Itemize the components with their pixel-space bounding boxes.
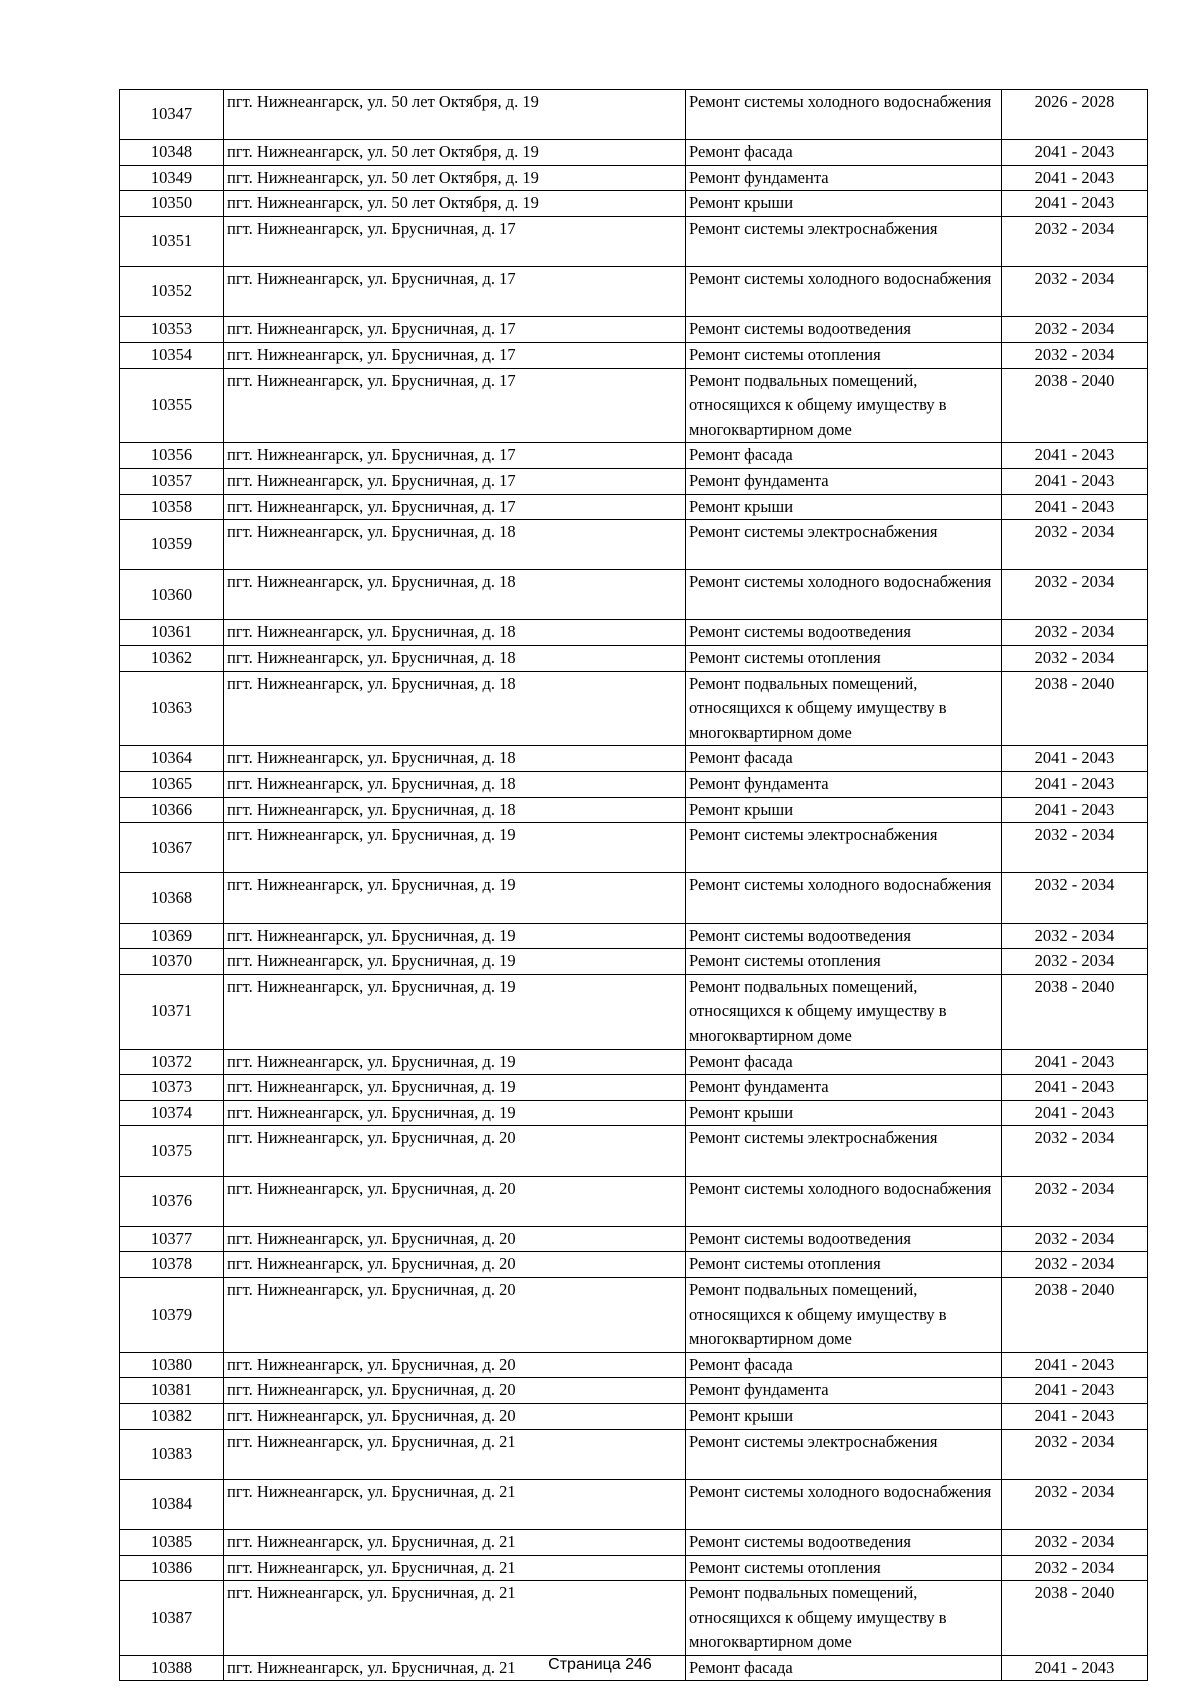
table-row — [120, 1403, 1148, 1429]
period-cell: 2038 - 2040 — [1002, 368, 1148, 443]
table-row — [120, 1049, 1148, 1075]
period-cell: 2032 - 2034 — [1002, 1126, 1148, 1176]
period-cell: 2041 - 2043 — [1002, 1403, 1148, 1429]
address-cell: пгт. Нижнеангарск, ул. Брусничная, д. 17 — [224, 443, 686, 469]
address-cell: пгт. Нижнеангарск, ул. Брусничная, д. 20 — [224, 1403, 686, 1429]
address-cell: пгт. Нижнеангарск, ул. Брусничная, д. 19 — [224, 823, 686, 873]
work-type-cell: Ремонт фундамента — [686, 772, 1002, 798]
table-row — [120, 216, 1148, 266]
row-number-cell: 10387 — [120, 1581, 224, 1656]
address-cell: пгт. Нижнеангарск, ул. Брусничная, д. 20 — [224, 1176, 686, 1226]
address-cell: пгт. Нижнеангарск, ул. Брусничная, д. 20 — [224, 1378, 686, 1404]
work-type-cell: Ремонт фундамента — [686, 1378, 1002, 1404]
work-type-cell: Ремонт фасада — [686, 1352, 1002, 1378]
period-cell: 2032 - 2034 — [1002, 1176, 1148, 1226]
period-cell: 2041 - 2043 — [1002, 140, 1148, 166]
address-cell: пгт. Нижнеангарск, ул. Брусничная, д. 18 — [224, 797, 686, 823]
row-number-cell: 10372 — [120, 1049, 224, 1075]
table-row — [120, 1378, 1148, 1404]
row-number-cell: 10385 — [120, 1529, 224, 1555]
table-row — [120, 140, 1148, 166]
row-number-cell: 10356 — [120, 443, 224, 469]
work-type-cell: Ремонт фасада — [686, 443, 1002, 469]
table-row — [120, 1429, 1148, 1479]
period-cell: 2041 - 2043 — [1002, 165, 1148, 191]
table-row — [120, 1529, 1148, 1555]
period-cell: 2032 - 2034 — [1002, 216, 1148, 266]
row-number-cell: 10370 — [120, 949, 224, 975]
period-cell: 2032 - 2034 — [1002, 646, 1148, 672]
work-type-cell: Ремонт системы холодного водоснабжения — [686, 90, 1002, 140]
work-type-cell: Ремонт системы холодного водоснабжения — [686, 570, 1002, 620]
work-type-cell: Ремонт системы отопления — [686, 949, 1002, 975]
table-row — [120, 1277, 1148, 1352]
period-cell: 2032 - 2034 — [1002, 949, 1148, 975]
table-row — [120, 1555, 1148, 1581]
row-number-cell: 10377 — [120, 1226, 224, 1252]
row-number-cell: 10376 — [120, 1176, 224, 1226]
table-row — [120, 1252, 1148, 1278]
period-cell: 2041 - 2043 — [1002, 1049, 1148, 1075]
row-number-cell: 10348 — [120, 140, 224, 166]
address-cell: пгт. Нижнеангарск, ул. Брусничная, д. 21 — [224, 1429, 686, 1479]
address-cell: пгт. Нижнеангарск, ул. Брусничная, д. 18 — [224, 746, 686, 772]
table-row — [120, 1075, 1148, 1101]
address-cell: пгт. Нижнеангарск, ул. Брусничная, д. 17 — [224, 494, 686, 520]
address-cell: пгт. Нижнеангарск, ул. Брусничная, д. 20 — [224, 1252, 686, 1278]
work-type-cell: Ремонт системы электроснабжения — [686, 520, 1002, 570]
table-row — [120, 1176, 1148, 1226]
period-cell: 2038 - 2040 — [1002, 974, 1148, 1049]
address-cell: пгт. Нижнеангарск, ул. Брусничная, д. 19 — [224, 949, 686, 975]
row-number-cell: 10349 — [120, 165, 224, 191]
table-row — [120, 342, 1148, 368]
address-cell: пгт. Нижнеангарск, ул. Брусничная, д. 21 — [224, 1655, 686, 1681]
page-number: Страница 246 — [548, 1656, 652, 1673]
table-row — [120, 1352, 1148, 1378]
period-cell: 2041 - 2043 — [1002, 468, 1148, 494]
table-row — [120, 671, 1148, 746]
address-cell: пгт. Нижнеангарск, ул. Брусничная, д. 20 — [224, 1277, 686, 1352]
row-number-cell: 10353 — [120, 317, 224, 343]
table-row — [120, 165, 1148, 191]
period-cell: 2032 - 2034 — [1002, 342, 1148, 368]
row-number-cell: 10358 — [120, 494, 224, 520]
period-cell: 2041 - 2043 — [1002, 1378, 1148, 1404]
period-cell: 2041 - 2043 — [1002, 746, 1148, 772]
work-type-cell: Ремонт системы электроснабжения — [686, 1126, 1002, 1176]
repair-schedule-table — [119, 89, 1148, 1681]
address-cell: пгт. Нижнеангарск, ул. Брусничная, д. 18 — [224, 570, 686, 620]
table-row — [120, 1100, 1148, 1126]
address-cell: пгт. Нижнеангарск, ул. Брусничная, д. 19 — [224, 1049, 686, 1075]
address-cell: пгт. Нижнеангарск, ул. Брусничная, д. 19 — [224, 1100, 686, 1126]
table-row — [120, 1226, 1148, 1252]
row-number-cell: 10350 — [120, 191, 224, 217]
row-number-cell: 10384 — [120, 1479, 224, 1529]
row-number-cell: 10374 — [120, 1100, 224, 1126]
period-cell: 2041 - 2043 — [1002, 1655, 1148, 1681]
address-cell: пгт. Нижнеангарск, ул. Брусничная, д. 19 — [224, 873, 686, 923]
work-type-cell: Ремонт системы электроснабжения — [686, 823, 1002, 873]
period-cell: 2038 - 2040 — [1002, 1581, 1148, 1656]
address-cell: пгт. Нижнеангарск, ул. 50 лет Октября, д. 19 — [224, 90, 686, 140]
period-cell: 2032 - 2034 — [1002, 1529, 1148, 1555]
work-type-cell: Ремонт системы холодного водоснабжения — [686, 1176, 1002, 1226]
row-number-cell: 10355 — [120, 368, 224, 443]
period-cell: 2032 - 2034 — [1002, 823, 1148, 873]
row-number-cell: 10354 — [120, 342, 224, 368]
period-cell: 2041 - 2043 — [1002, 772, 1148, 798]
work-type-cell: Ремонт фасада — [686, 140, 1002, 166]
work-type-cell: Ремонт фундамента — [686, 468, 1002, 494]
row-number-cell: 10360 — [120, 570, 224, 620]
work-type-cell: Ремонт крыши — [686, 191, 1002, 217]
table-row — [120, 368, 1148, 443]
address-cell: пгт. Нижнеангарск, ул. Брусничная, д. 18 — [224, 620, 686, 646]
table-row — [120, 746, 1148, 772]
period-cell: 2032 - 2034 — [1002, 1226, 1148, 1252]
work-type-cell: Ремонт системы отопления — [686, 646, 1002, 672]
address-cell: пгт. Нижнеангарск, ул. Брусничная, д. 20 — [224, 1126, 686, 1176]
row-number-cell: 10381 — [120, 1378, 224, 1404]
work-type-cell: Ремонт системы холодного водоснабжения — [686, 873, 1002, 923]
address-cell: пгт. Нижнеангарск, ул. Брусничная, д. 19 — [224, 923, 686, 949]
period-cell: 2038 - 2040 — [1002, 1277, 1148, 1352]
work-type-cell: Ремонт системы отопления — [686, 1555, 1002, 1581]
table-row — [120, 949, 1148, 975]
work-type-cell: Ремонт системы отопления — [686, 342, 1002, 368]
address-cell: пгт. Нижнеангарск, ул. Брусничная, д. 21 — [224, 1555, 686, 1581]
row-number-cell: 10365 — [120, 772, 224, 798]
table-row — [120, 620, 1148, 646]
row-number-cell: 10367 — [120, 823, 224, 873]
table-body — [120, 90, 1148, 1681]
work-type-cell: Ремонт подвальных помещений, относящихся к общему имуществу в многоквартирном доме — [686, 1277, 1002, 1352]
table-row — [120, 520, 1148, 570]
work-type-cell: Ремонт системы водоотведения — [686, 620, 1002, 646]
address-cell: пгт. Нижнеангарск, ул. Брусничная, д. 18 — [224, 671, 686, 746]
row-number-cell: 10368 — [120, 873, 224, 923]
row-number-cell: 10388 — [120, 1655, 224, 1681]
address-cell: пгт. Нижнеангарск, ул. Брусничная, д. 18 — [224, 520, 686, 570]
period-cell: 2032 - 2034 — [1002, 620, 1148, 646]
table-row — [120, 570, 1148, 620]
work-type-cell: Ремонт системы электроснабжения — [686, 1429, 1002, 1479]
work-type-cell: Ремонт системы водоотведения — [686, 1529, 1002, 1555]
work-type-cell: Ремонт системы водоотведения — [686, 1226, 1002, 1252]
work-type-cell: Ремонт подвальных помещений, относящихся к общему имуществу в многоквартирном доме — [686, 368, 1002, 443]
table-row — [120, 646, 1148, 672]
work-type-cell: Ремонт фасада — [686, 1049, 1002, 1075]
address-cell: пгт. Нижнеангарск, ул. 50 лет Октября, д. 19 — [224, 140, 686, 166]
period-cell: 2041 - 2043 — [1002, 191, 1148, 217]
table-row — [120, 494, 1148, 520]
work-type-cell: Ремонт крыши — [686, 1100, 1002, 1126]
work-type-cell: Ремонт системы холодного водоснабжения — [686, 1479, 1002, 1529]
period-cell: 2032 - 2034 — [1002, 317, 1148, 343]
work-type-cell: Ремонт системы отопления — [686, 1252, 1002, 1278]
address-cell: пгт. Нижнеангарск, ул. Брусничная, д. 17 — [224, 267, 686, 317]
period-cell: 2041 - 2043 — [1002, 494, 1148, 520]
work-type-cell: Ремонт системы водоотведения — [686, 923, 1002, 949]
row-number-cell: 10361 — [120, 620, 224, 646]
period-cell: 2041 - 2043 — [1002, 1075, 1148, 1101]
address-cell: пгт. Нижнеангарск, ул. Брусничная, д. 17 — [224, 342, 686, 368]
address-cell: пгт. Нижнеангарск, ул. Брусничная, д. 19 — [224, 974, 686, 1049]
address-cell: пгт. Нижнеангарск, ул. Брусничная, д. 21 — [224, 1529, 686, 1555]
table-row — [120, 1581, 1148, 1656]
table-row — [120, 923, 1148, 949]
address-cell: пгт. Нижнеангарск, ул. Брусничная, д. 19 — [224, 1075, 686, 1101]
table-row — [120, 797, 1148, 823]
period-cell: 2041 - 2043 — [1002, 1352, 1148, 1378]
row-number-cell: 10352 — [120, 267, 224, 317]
address-cell: пгт. Нижнеангарск, ул. 50 лет Октября, д. 19 — [224, 165, 686, 191]
row-number-cell: 10359 — [120, 520, 224, 570]
table-row — [120, 1479, 1148, 1529]
work-type-cell: Ремонт подвальных помещений, относящихся к общему имуществу в многоквартирном доме — [686, 671, 1002, 746]
table-row — [120, 191, 1148, 217]
table-row — [120, 1126, 1148, 1176]
table-row — [120, 443, 1148, 469]
period-cell: 2041 - 2043 — [1002, 443, 1148, 469]
address-cell: пгт. Нижнеангарск, ул. Брусничная, д. 20 — [224, 1226, 686, 1252]
row-number-cell: 10379 — [120, 1277, 224, 1352]
row-number-cell: 10363 — [120, 671, 224, 746]
address-cell: пгт. Нижнеангарск, ул. Брусничная, д. 18 — [224, 772, 686, 798]
row-number-cell: 10375 — [120, 1126, 224, 1176]
table-row — [120, 90, 1148, 140]
period-cell: 2032 - 2034 — [1002, 923, 1148, 949]
period-cell: 2032 - 2034 — [1002, 267, 1148, 317]
row-number-cell: 10382 — [120, 1403, 224, 1429]
table-row — [120, 468, 1148, 494]
table-row — [120, 974, 1148, 1049]
period-cell: 2041 - 2043 — [1002, 1100, 1148, 1126]
row-number-cell: 10386 — [120, 1555, 224, 1581]
row-number-cell: 10364 — [120, 746, 224, 772]
row-number-cell: 10369 — [120, 923, 224, 949]
row-number-cell: 10351 — [120, 216, 224, 266]
work-type-cell: Ремонт фундамента — [686, 1075, 1002, 1101]
period-cell: 2032 - 2034 — [1002, 1429, 1148, 1479]
work-type-cell: Ремонт крыши — [686, 1403, 1002, 1429]
row-number-cell: 10357 — [120, 468, 224, 494]
address-cell: пгт. Нижнеангарск, ул. Брусничная, д. 17 — [224, 468, 686, 494]
period-cell: 2032 - 2034 — [1002, 570, 1148, 620]
period-cell: 2038 - 2040 — [1002, 671, 1148, 746]
address-cell: пгт. Нижнеангарск, ул. Брусничная, д. 17 — [224, 317, 686, 343]
table-row — [120, 317, 1148, 343]
row-number-cell: 10366 — [120, 797, 224, 823]
period-cell: 2041 - 2043 — [1002, 797, 1148, 823]
period-cell: 2032 - 2034 — [1002, 1479, 1148, 1529]
work-type-cell: Ремонт фасада — [686, 746, 1002, 772]
row-number-cell: 10362 — [120, 646, 224, 672]
work-type-cell: Ремонт подвальных помещений, относящихся к общему имуществу в многоквартирном доме — [686, 1581, 1002, 1656]
work-type-cell: Ремонт фасада — [686, 1655, 1002, 1681]
period-cell: 2026 - 2028 — [1002, 90, 1148, 140]
table-row — [120, 823, 1148, 873]
row-number-cell: 10371 — [120, 974, 224, 1049]
work-type-cell: Ремонт крыши — [686, 797, 1002, 823]
address-cell: пгт. Нижнеангарск, ул. Брусничная, д. 17 — [224, 216, 686, 266]
address-cell: пгт. Нижнеангарск, ул. Брусничная, д. 21 — [224, 1479, 686, 1529]
work-type-cell: Ремонт крыши — [686, 494, 1002, 520]
table-row — [120, 873, 1148, 923]
work-type-cell: Ремонт системы водоотведения — [686, 317, 1002, 343]
period-cell: 2032 - 2034 — [1002, 520, 1148, 570]
row-number-cell: 10378 — [120, 1252, 224, 1278]
period-cell: 2032 - 2034 — [1002, 1252, 1148, 1278]
work-type-cell: Ремонт системы холодного водоснабжения — [686, 267, 1002, 317]
work-type-cell: Ремонт фундамента — [686, 165, 1002, 191]
period-cell: 2032 - 2034 — [1002, 873, 1148, 923]
row-number-cell: 10373 — [120, 1075, 224, 1101]
work-type-cell: Ремонт подвальных помещений, относящихся к общему имуществу в многоквартирном доме — [686, 974, 1002, 1049]
address-cell: пгт. Нижнеангарск, ул. Брусничная, д. 18 — [224, 646, 686, 672]
table-row — [120, 772, 1148, 798]
address-cell: пгт. Нижнеангарск, ул. Брусничная, д. 21 — [224, 1581, 686, 1656]
address-cell: пгт. Нижнеангарск, ул. Брусничная, д. 20 — [224, 1352, 686, 1378]
row-number-cell: 10383 — [120, 1429, 224, 1479]
address-cell: пгт. Нижнеангарск, ул. Брусничная, д. 17 — [224, 368, 686, 443]
period-cell: 2032 - 2034 — [1002, 1555, 1148, 1581]
address-cell: пгт. Нижнеангарск, ул. 50 лет Октября, д. 19 — [224, 191, 686, 217]
work-type-cell: Ремонт системы электроснабжения — [686, 216, 1002, 266]
row-number-cell: 10380 — [120, 1352, 224, 1378]
table-row — [120, 267, 1148, 317]
row-number-cell: 10347 — [120, 90, 224, 140]
